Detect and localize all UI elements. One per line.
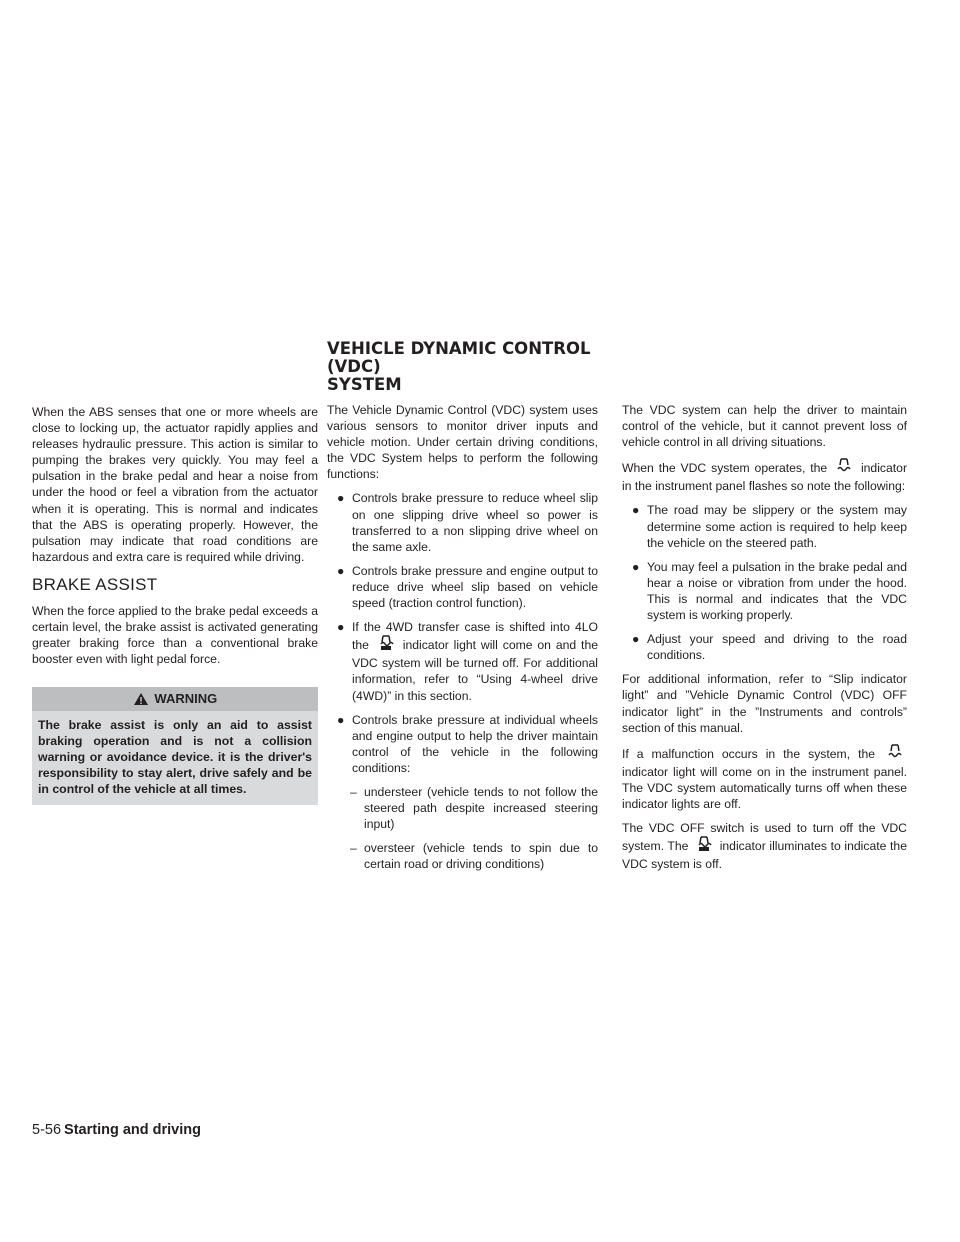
list-item — [622, 502, 907, 550]
paragraph-text-part1: If a malfunction occurs in the system, the — [622, 746, 876, 761]
slip-indicator-icon — [835, 458, 853, 478]
paragraph-text-part1: The VDC OFF switch is used to turn off the VDC system. The — [622, 821, 907, 854]
list-item — [327, 563, 598, 611]
list-item — [622, 559, 907, 623]
bullet-mark: ● — [337, 491, 345, 506]
section-title — [327, 340, 647, 394]
paragraph-text-part2: indicator in the instrument panel flashes so note the following: — [622, 461, 908, 494]
bullet-text: Controls brake pressure and engine output to reduce drive wheel slip based on vehicle speed (traction control function). — [352, 563, 598, 611]
warning-label: WARNING — [154, 691, 218, 707]
page-number: 5-56 — [32, 1122, 62, 1138]
vdc-paragraph-5 — [622, 820, 907, 872]
chapter-title: Starting and driving — [64, 1122, 201, 1138]
page-footer — [32, 1122, 201, 1138]
dash-text: understeer (vehicle tends to not follow the steered path despite increased steering input) — [364, 784, 598, 832]
bullet-text-part2: indicator light will come on and the VDC system will be turned off. For additional information, refer to “Using 4-wheel drive (4WD)” in this section. — [352, 638, 598, 703]
vdc-intro: The Vehicle Dynamic Control (VDC) system uses various sensors to monitor driver inputs and vehicle motion. Under certain driving conditions, the VDC System helps to perform the following functions: — [327, 403, 598, 482]
list-item — [327, 490, 598, 554]
sub-list-item — [327, 784, 598, 832]
bullet-text: The road may be slippery or the system may determine some action is required to help keep the vehicle on the steered path. — [647, 503, 907, 550]
bullet-text: You may feel a pulsation in the brake pedal and hear a noise or vibration from under the hood. This is normal and indicates that the VDC system is working properly. — [647, 559, 907, 623]
bullet-mark: ● — [632, 503, 640, 518]
vdc-off-indicator-icon — [695, 836, 713, 856]
column-left — [32, 404, 318, 805]
section-title-line2: SYSTEM — [327, 375, 402, 394]
dash-text: oversteer (vehicle tends to spin due to certain road or driving conditions) — [364, 841, 598, 872]
bullet-mark: ● — [337, 712, 345, 727]
column-right — [622, 402, 907, 880]
sub-list-item — [327, 840, 598, 872]
column-middle — [327, 402, 598, 880]
bullet-text: Controls brake pressure to reduce wheel slip on one slipping drive wheel so power is transferred to a non slipping drive wheel on the same axle. — [352, 491, 598, 554]
dash-mark: – — [350, 841, 357, 856]
vdc-paragraph-1: The VDC system can help the driver to maintain control of the vehicle, but it cannot prevent loss of vehicle control in all driving situations. — [622, 403, 907, 450]
abs-paragraph: When the ABS senses that one or more wheels are close to locking up, the actuator rapidly applies and releases hydraulic pressure. This action is similar to pumping the brakes very quickly. You may feel a pulsation in the brake pedal and hear a noise from under the hood or feel a vibration from the actuator when it is operating. This is normal and indicates that the ABS is operating properly. However, the pulsation may indicate that road conditions are hazardous and extra care is required while driving. — [32, 405, 318, 564]
list-item — [327, 619, 598, 703]
bullet-text: Controls brake pressure at individual wheels and engine output to help the driver maintain control of the vehicle in the following conditions: — [352, 712, 598, 775]
dash-mark: – — [350, 784, 357, 799]
warning-text: The brake assist is only an aid to assist braking operation and is not a collision warning or avoidance device. it is the driver's responsibility to stay alert, drive safely and be in control of the vehicle at all times. — [38, 718, 312, 797]
warning-box — [32, 687, 318, 805]
warning-header — [32, 687, 318, 711]
paragraph-text-part1: When the VDC system operates, the — [622, 461, 828, 476]
bullet-mark: ● — [632, 632, 640, 647]
paragraph-text-part2: indicator illuminates to indicate the VDC system is off. — [622, 839, 907, 872]
vdc-paragraph-3: For additional information, refer to “Slip indicator light” and ”Vehicle Dynamic Control (VDC) OFF indicator light” in the ”Instruments and controls” section of this manual. — [622, 672, 907, 735]
bullet-mark: ● — [632, 559, 640, 574]
vdc-paragraph-2 — [622, 458, 907, 494]
section-title-line1: VEHICLE DYNAMIC CONTROL (VDC) — [327, 339, 591, 376]
bullet-text-part1: If the 4WD transfer case is shifted into 4LO the — [352, 620, 598, 653]
bullet-text: Adjust your speed and driving to the road conditions. — [647, 632, 907, 663]
bullet-mark: ● — [337, 620, 345, 635]
brake-assist-paragraph: When the force applied to the brake pedal exceeds a certain level, the brake assist is activated generating greater braking force than a conventional brake booster even with light pedal force. — [32, 604, 318, 667]
list-item — [327, 712, 598, 776]
paragraph-text-part2: indicator light will come on in the instrument panel. The VDC system automatically turns off when these indicator lights are off. — [622, 764, 907, 811]
brake-assist-heading: BRAKE ASSIST — [32, 574, 158, 594]
vdc-paragraph-4 — [622, 744, 907, 812]
list-item — [622, 631, 907, 663]
warning-triangle-icon — [133, 691, 151, 706]
vdc-off-indicator-icon — [377, 635, 395, 655]
slip-indicator-icon — [886, 744, 904, 764]
bullet-mark: ● — [337, 563, 345, 578]
